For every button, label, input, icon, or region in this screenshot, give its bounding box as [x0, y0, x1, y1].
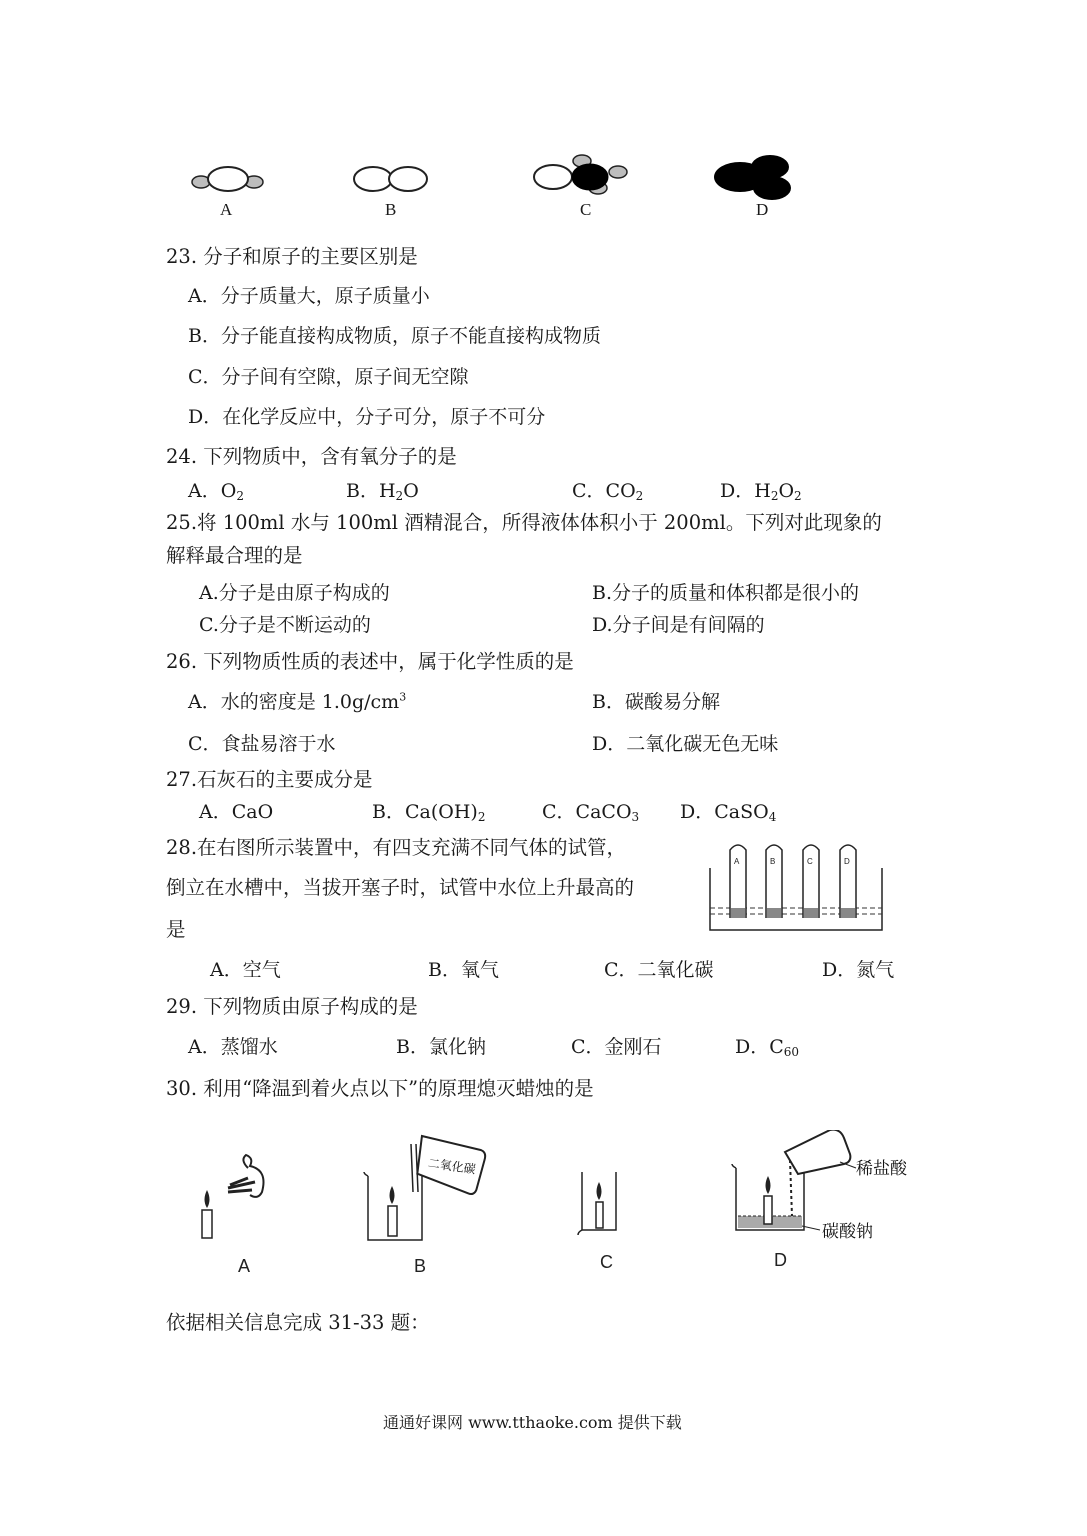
q27-option-d: D．CaSO$_4$	[680, 801, 777, 824]
q24-option-a: A．$O_2$	[188, 480, 244, 503]
molecule-label-b: B	[385, 200, 397, 219]
q23-option-b: B．分子能直接构成物质，原子不能直接构成物质	[188, 325, 601, 347]
q27-option-b: B．$Ca(OH)_2$	[372, 801, 486, 824]
q30-stem: 30. 利用“降温到着火点以下”的原理熄灭蜡烛的是	[166, 1077, 594, 1100]
molecule-figure	[180, 150, 820, 200]
tube-label-b: B	[770, 857, 776, 866]
q27-stem: 27.石灰石的主要成分是	[166, 768, 373, 791]
q27-option-c: C．CaCO$_3$	[542, 801, 640, 824]
candle-label-c: C	[600, 1252, 613, 1272]
molecule-label-a: A	[220, 200, 233, 219]
acid-label: 稀盐酸	[856, 1159, 907, 1179]
q29-option-d: D．$C_{60}$	[735, 1036, 800, 1059]
q29-option-a: A．蒸馏水	[188, 1036, 278, 1058]
carbonate-label: 碳酸钠	[822, 1222, 873, 1242]
candle-figure	[180, 1130, 930, 1290]
candle-label-b: B	[414, 1256, 427, 1276]
molecule-b	[354, 167, 427, 191]
molecule-a	[192, 167, 263, 191]
tube-label-d: D	[844, 857, 850, 866]
test-tube-c	[803, 845, 819, 918]
test-tube-d	[840, 845, 856, 918]
molecule-c	[534, 155, 627, 194]
q24-option-b: B．$H_2O$	[346, 480, 419, 503]
q25-stem-line2: 解释最合理的是	[166, 544, 303, 567]
q25-option-a: A.分子是由原子构成的	[199, 582, 390, 604]
q28-stem-line2: 倒立在水槽中，当拔开塞子时，试管中水位上升最高的	[166, 876, 635, 899]
candle-c	[578, 1172, 616, 1235]
candle-a	[202, 1155, 264, 1238]
co2-bottle-label: 二氧化碳	[427, 1155, 477, 1177]
q25-option-c: C.分子是不断运动的	[199, 614, 371, 636]
q23-stem: 23. 分子和原子的主要区别是	[166, 245, 418, 268]
tube-label-c: C	[807, 857, 813, 866]
candle-d	[732, 1130, 908, 1242]
q23-option-c: C．分子间有空隙，原子间无空隙	[188, 366, 469, 388]
test-tube-figure	[708, 838, 884, 934]
candle-b	[364, 1136, 486, 1240]
q23-option-a: A．分子质量大，原子质量小	[188, 285, 430, 307]
tube-label-a: A	[734, 857, 740, 866]
q24-option-d: D．$H_2O_2$	[720, 480, 802, 503]
q26-option-a: A．水的密度是 $1.0g/cm^3$	[188, 690, 407, 713]
candle-label-d: D	[774, 1250, 787, 1270]
q27-option-a: A．CaO	[199, 801, 274, 823]
molecule-label-c: C	[580, 200, 592, 219]
page-footer: 通通好课网 www.tthaoke.com 提供下载	[383, 1413, 682, 1432]
q28-stem-line1: 28.在右图所示装置中，有四支充满不同气体的试管，	[166, 836, 627, 859]
q28-stem-line3: 是	[166, 918, 186, 941]
q26-stem: 26. 下列物质性质的表述中，属于化学性质的是	[166, 650, 574, 673]
q28-option-b: B．氧气	[428, 959, 499, 981]
q24-option-c: C．$CO_2$	[572, 480, 644, 503]
q24-stem: 24. 下列物质中，含有氧分子的是	[166, 445, 457, 468]
q28-option-c: C．二氧化碳	[604, 959, 714, 981]
q25-option-d: D.分子间是有间隔的	[592, 614, 765, 636]
q29-option-b: B．氯化钠	[396, 1036, 486, 1058]
q25-stem-line1: 25.将 100ml 水与 100ml 酒精混合，所得液体体积小于 200ml。下列对此现象的	[166, 511, 882, 534]
q29-option-c: C．金刚石	[571, 1036, 662, 1058]
q25-option-b: B.分子的质量和体积都是很小的	[592, 582, 860, 604]
test-tube-a	[730, 845, 746, 918]
section-note: 依据相关信息完成 31-33 题：	[166, 1311, 430, 1334]
q26-option-b: B．碳酸易分解	[592, 691, 720, 713]
test-tube-b	[766, 845, 782, 918]
q26-option-d: D．二氧化碳无色无味	[592, 733, 779, 755]
q28-option-d: D．氮气	[822, 959, 895, 981]
q28-option-a: A．空气	[210, 959, 281, 981]
candle-label-a: A	[238, 1256, 251, 1276]
q23-option-d: D．在化学反应中，分子可分，原子不可分	[188, 406, 546, 428]
q29-stem: 29. 下列物质由原子构成的是	[166, 995, 418, 1018]
molecule-label-d: D	[756, 200, 769, 219]
molecule-d	[714, 155, 791, 200]
q26-option-c: C．食盐易溶于水	[188, 733, 336, 755]
